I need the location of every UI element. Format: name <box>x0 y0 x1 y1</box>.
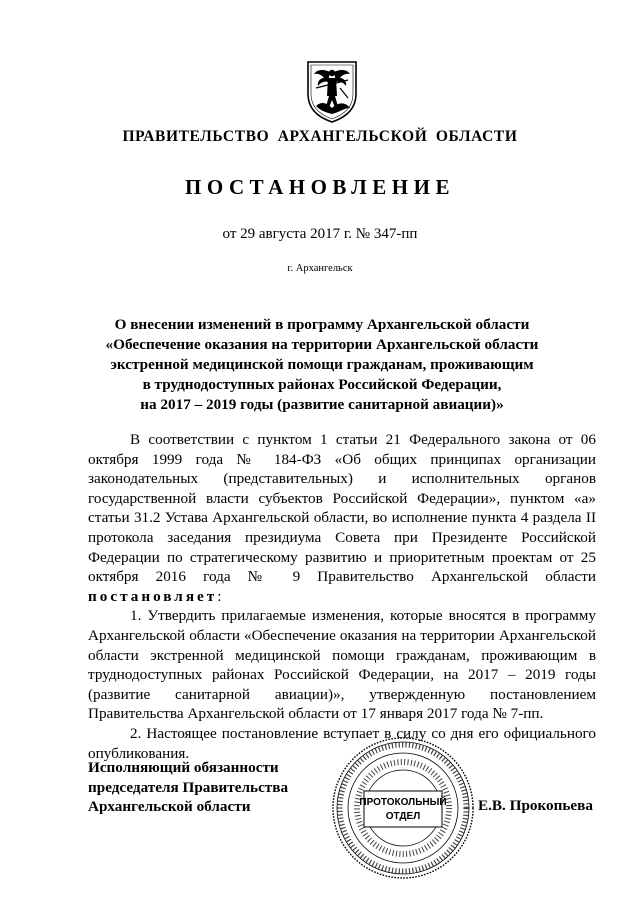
document-body <box>88 430 596 763</box>
decree-colon: : <box>217 587 222 605</box>
preamble-paragraph <box>88 430 596 606</box>
signer-name: Е.В. Прокопьева <box>478 797 593 814</box>
organization-text: ПРАВИТЕЛЬСТВО АРХАНГЕЛЬСКОЙ ОБЛАСТИ <box>122 128 518 145</box>
document-title <box>92 315 552 415</box>
item-2-paragraph: 2. Настоящее постановление вступает в силу со дня его официального опубликования. <box>88 724 596 762</box>
signer-position-line: Архангельской области <box>88 798 251 816</box>
document-type: ПОСТАНОВЛЕНИЕ <box>185 175 455 199</box>
coat-of-arms-emblem <box>304 58 360 124</box>
organization-name <box>0 128 640 146</box>
title-line: на 2017 – 2019 годы (развитие санитарной авиации)» <box>140 396 504 413</box>
city: г. Архангельск <box>287 263 353 274</box>
stamp-center-line-2: ОТДЕЛ <box>385 811 421 822</box>
signer-position <box>88 758 328 817</box>
preamble-text: В соответствии с пунктом 1 статьи 21 Федерального закона от 06 октября 1999 года № 184-ФЗ «Об общих принципах организации законодательных (представительных) и исполнительных органов государственной власти субъектов Российской Федерации», пунктом «а» статьи 31.2 Устава Архангельской области, во исполнение пункта 4 раздела II протокола заседания президиума Совета при Президенте Российской Федерации по стратегическому развитию и приоритетным проектам от 25 октября 2016 года № 9 Правительство Архангельской области <box>88 431 596 586</box>
official-stamp <box>330 735 476 881</box>
item-1-paragraph: 1. Утвердить прилагаемые изменения, которые вносятся в программу Архангельской области «Обеспечение оказания на территории Архангельской области экстренной медицинской помощи гражданам, проживающим в труднодоступных районах Российской Федерации, на 2017 – 2019 годы (развитие санитарной авиации)», утвержденную постановлением Правительства Архангельской области от 17 января 2017 года № 7-пп. <box>88 607 596 723</box>
title-line: экстренной медицинской помощи гражданам, проживающим <box>110 356 534 373</box>
stamp-center-line-1: ПРОТОКОЛЬНЫЙ <box>359 797 447 808</box>
date-and-number: от 29 августа 2017 г. № 347-пп <box>222 226 418 242</box>
decree-word: постановляет <box>88 587 218 605</box>
signer-position-line: председателя Правительства <box>88 778 289 796</box>
signer-position-line: Исполняющий обязанности <box>88 759 279 776</box>
title-line: в труднодоступных районах Российской Федерации, <box>142 376 502 393</box>
title-line: О внесении изменений в программу Архангельской области <box>114 316 530 333</box>
title-line: «Обеспечение оказания на территории Архангельской области <box>105 336 539 353</box>
